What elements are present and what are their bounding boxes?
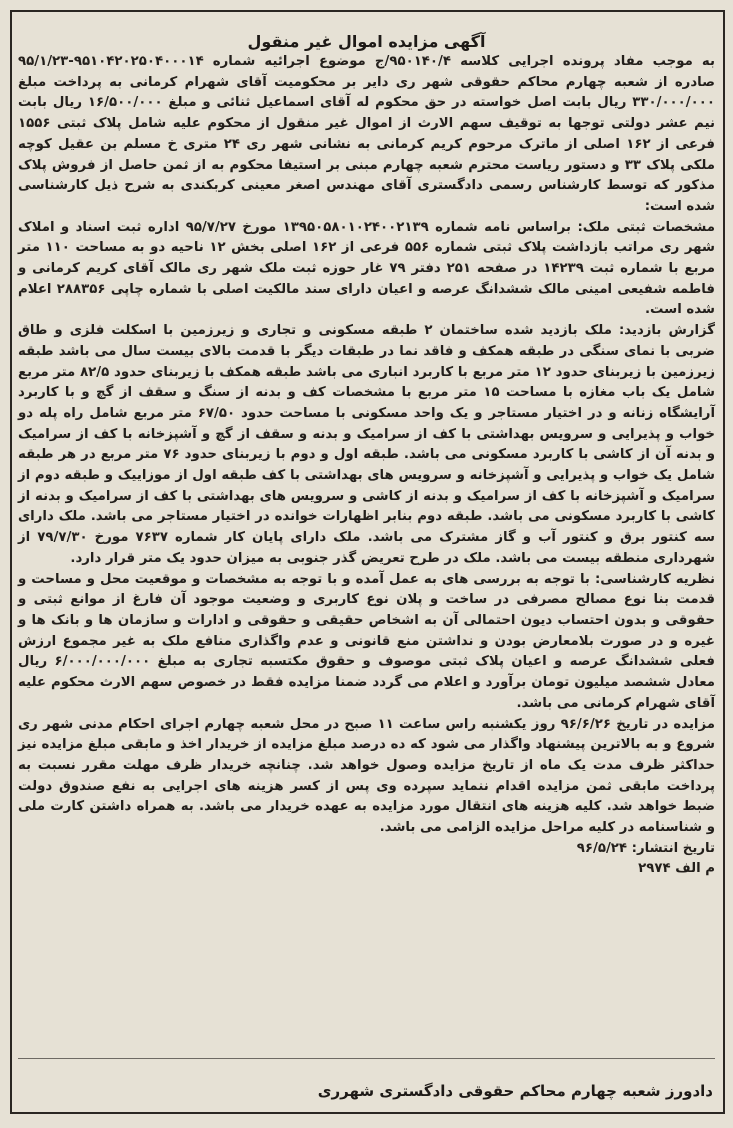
notice-title: آگهی مزایده اموال غیر منقول — [247, 32, 486, 51]
publish-date: تاریخ انتشار: ۹۶/۵/۲۴ — [576, 840, 715, 856]
footer-signature: دادورز شعبه چهارم محاکم حقوقی دادگستری شهرری — [317, 1082, 713, 1100]
paragraph-expert-opinion: نظریه کارشناسی: با توجه به بررسی های به عمل آمده و با توجه به مشخصات و موقعیت محل و مساحت و قدمت بنا نوع مصالح مصرفی در ساخت و پلان نوع کاربری و وضعیت موجود آن فارغ از موانع ثبتی و حقوقی و بدون احتساب دیون احتمالی آن به اشخاص حقیقی و حقوقی و ادارات و سازمان ها و بانک ها و غیره و در صورت بلامعارض بودن و نداشتن منع قانونی و عدم واگذاری منافع ملک به غیر مجموع ارزش فعلی ششدانگ عرصه و اعیان پلاک ثبتی موصوف و حقوق مکتسبه تجاری به مبلغ ۶/۰۰۰/۰۰۰/۰۰۰ ریال معادل ششصد میلیون تومان برآورد و اعلام می گردد ضمنا مزایده فقط در خصوص سهم الارث محکوم علیه آقای شهرام کرمانی می باشد. — [18, 571, 716, 711]
paragraph-inspection-report: گزارش بازدید: ملک بازدید شده ساختمان ۲ طبقه مسکونی و تجاری و زیرزمین با اسکلت فلزی و طاق ضربی با نمای سنگی در طبقه همکف و فاقد نما در طبقات دیگر با قدمت بالای بیست سال می باشد طبقه زیرزمین با زیربنای حدود ۱۲ متر مربع با کاربرد انباری می باشد طبقه همکف با زیربنای حدود ۸۲/۵ متر مربع شامل یک باب مغازه با مساحت ۱۵ متر مربع با مشخصات کف و بدنه از سنگ و سقف از گچ و با کاربرد آرایشگاه زنانه و در اختیار مستاجر و یک واحد مسکونی با مساحت حدود ۶۷/۵۰ متر مربع شامل راه پله دو خواب و پذیرایی و سرویس بهداشتی با کف از سرامیک و بدنه و سقف از گچ و آشپزخانه با کف از سرامیک و بدنه آن از کاشی با کاربرد مسکونی می باشد. طبقه اول و دوم با زیربنای حدود ۷۶ متر مربع در هر طبقه شامل یک خواب و پذیرایی و آشپزخانه و سرویس های بهداشتی با کف طبقه اول از موزاییک و طبقه دوم از سرامیک و آشپزخانه با کف از سرامیک و بدنه از کاشی و سرویس های بهداشتی با کف از سرامیک و بدنه از کاشی با کاربرد مسکونی می باشد. طبقه دوم بنابر اظهارات خوانده در اختیار مستاجر می باشد. ملک دارای سه کنتور برق و کنتور آب و گاز مشترک می باشد. ملک دارای پایان کار شماره ۷۶۳۷ مورخ ۷۹/۷/۳۰ از شهرداری منطقه بیست می باشد. ملک در طرح تعریض گذر جنوبی به میزان حدود یک متر قرار دارد. — [18, 323, 716, 566]
reference-code: م الف ۲۹۷۴ — [638, 861, 715, 877]
footer-divider — [18, 1058, 715, 1059]
paragraph-intro: به موجب مفاد پرونده اجرایی کلاسه ۹۵۰۱۴۰/۴/ج موضوع اجرائیه شماره ۹۵۱۰۴۲۰۲۵۰۴۰۰۰۱۴-۹۵/۱/۲۳ صادره از شعبه چهارم محاکم حقوقی شهر ری دایر بر محکومیت آقای شهرام کرمانی به پرداخت مبلغ ۳۳۰/۰۰۰/۰۰۰ ریال بابت اصل خواسته در حق محکوم له آقای اسماعیل ثنائی و مبلغ ۱۶/۵۰۰/۰۰۰ ریال بابت نیم عشر دولتی توجها به توقیف سهم الارث از اموال غیر منقول از محکوم علیه شامل پلاک ثبتی ۱۵۵۶ فرعی از ۱۶۲ اصلی از ماترک مرحوم کریم کرمانی به نشانی شهر ری ۲۴ متری خ مسلم بن عقیل کوچه ملکی پلاک ۳۳ و دستور ریاست محترم شعبه چهارم مبنی بر استیفا محکوم به از ثمن حاصل از فروش پلاک مذکور که توسط کارشناس رسمی دادگستری آقای مهندس اصغر معینی کربکندی به شرح ذیل کارشناسی شده است: — [18, 54, 716, 214]
paragraph-registration: مشخصات ثبتی ملک: براساس نامه شماره ۱۳۹۵۰۵۸۰۱۰۲۴۰۰۲۱۳۹ مورخ ۹۵/۷/۲۷ اداره ثبت اسناد و املاک شهر ری مراتب بازداشت پلاک ثبتی شماره ۵۵۶ فرعی از ۱۶۲ اصلی بخش ۱۲ ناحیه دو به مساحت ۱۱۰ متر مربع با شماره ثبت ۱۴۲۳۹ در صفحه ۲۵۱ دفتر ۷۹ غار حوزه ثبت ملک شهر ری مالک آقای کریم کرمانی و فاطمه شفیعی امینی مالک ششدانگ عرصه و اعیان دارای سند مالکیت اصلی با شماره چاپی ۲۸۸۳۵۶ اعلام شده است. — [18, 219, 715, 318]
notice-body — [18, 52, 715, 1038]
paragraph-auction-terms: مزایده در تاریخ ۹۶/۶/۲۶ روز یکشنبه راس ساعت ۱۱ صبح در محل شعبه چهارم اجرای احکام مدنی شهر ری شروع و به بالاترین پیشنهاد واگذار می شود که ده درصد مبلغ مزایده از خریدار اخذ و مابقی مبلغ مزایده نیز حداکثر ظرف مدت یک ماه از تاریخ مزایده وصول خواهد شد. چنانچه خریدار ظرف مهلت مقرر نسبت به پرداخت مابقی ثمن مزایده اقدام ننماید سپرده وی پس از کسر هزینه های اجرایی به نفع صندوق دولت ضبط خواهد شد. کلیه هزینه های انتقال مورد مزایده به عهده خریدار می باشد. به همراه داشتن کارت ملی و شناسنامه در کلیه مراحل مزایده الزامی می باشد. — [18, 716, 715, 836]
